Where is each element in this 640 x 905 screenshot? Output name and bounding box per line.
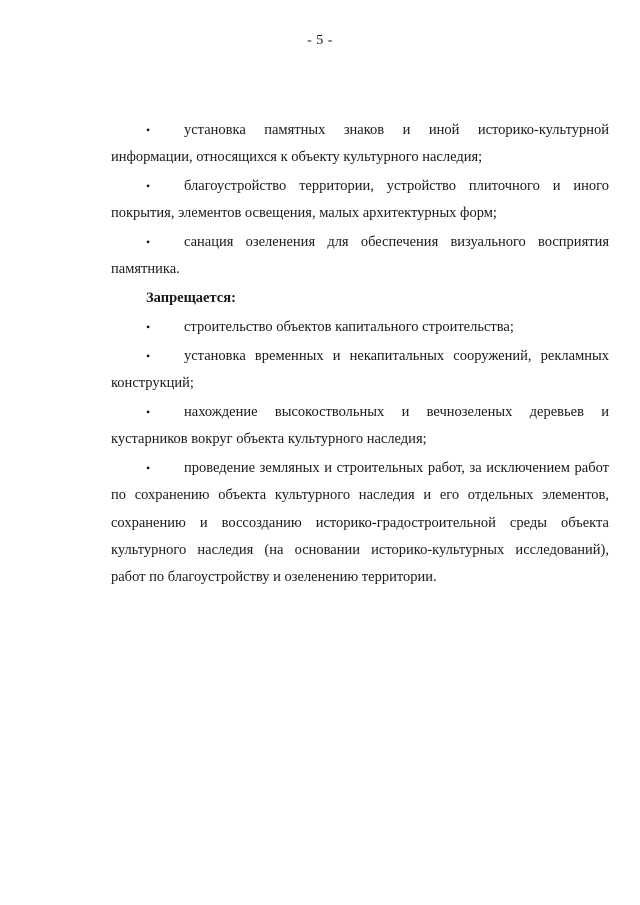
list-item (111, 173, 609, 228)
list-item-text: проведение земляных и строительных работ, за исключением работ по сохранению объекта культурного наследия и его отдельных элементов, сохранению и воссозданию историко-градостроительной среды объекта культурного наследия (на основании историко-культурных исследований), работ по благоустройству и озеленению территории. (111, 460, 609, 586)
list-item (111, 229, 609, 284)
list-item-text: санация озеленения для обеспечения визуального восприятия памятника. (111, 234, 609, 278)
list-item (111, 399, 609, 454)
list-item (111, 343, 609, 398)
list-item-text: нахождение высокоствольных и вечнозеленых деревьев и кустарников вокруг объекта культурного наследия; (111, 403, 609, 448)
list-item (111, 314, 609, 341)
bullet-icon: • (146, 235, 151, 250)
section-heading: Запрещается: (146, 290, 236, 307)
list-item-text: благоустройство территории, устройство плиточного и иного покрытия, элементов освещения, малых архитектурных форм; (111, 178, 609, 222)
list-item (111, 455, 609, 591)
list-item-text: установка памятных знаков и иной историко-культурной информации, относящихся к объекту культурного наследия; (111, 122, 609, 166)
list-item-text: строительство объектов капитального строительства; (184, 319, 514, 336)
bullet-icon: • (146, 179, 151, 194)
document-body (111, 117, 609, 593)
bullet-icon: • (146, 320, 151, 335)
list-item (111, 117, 609, 172)
list-item-text: установка временных и некапитальных сооружений, рекламных конструкций; (111, 347, 609, 392)
page-number: - 5 - (307, 33, 333, 48)
bullet-icon: • (146, 123, 151, 137)
bullet-icon: • (146, 404, 151, 419)
bullet-icon: • (146, 461, 151, 476)
bullet-icon: • (146, 348, 151, 363)
